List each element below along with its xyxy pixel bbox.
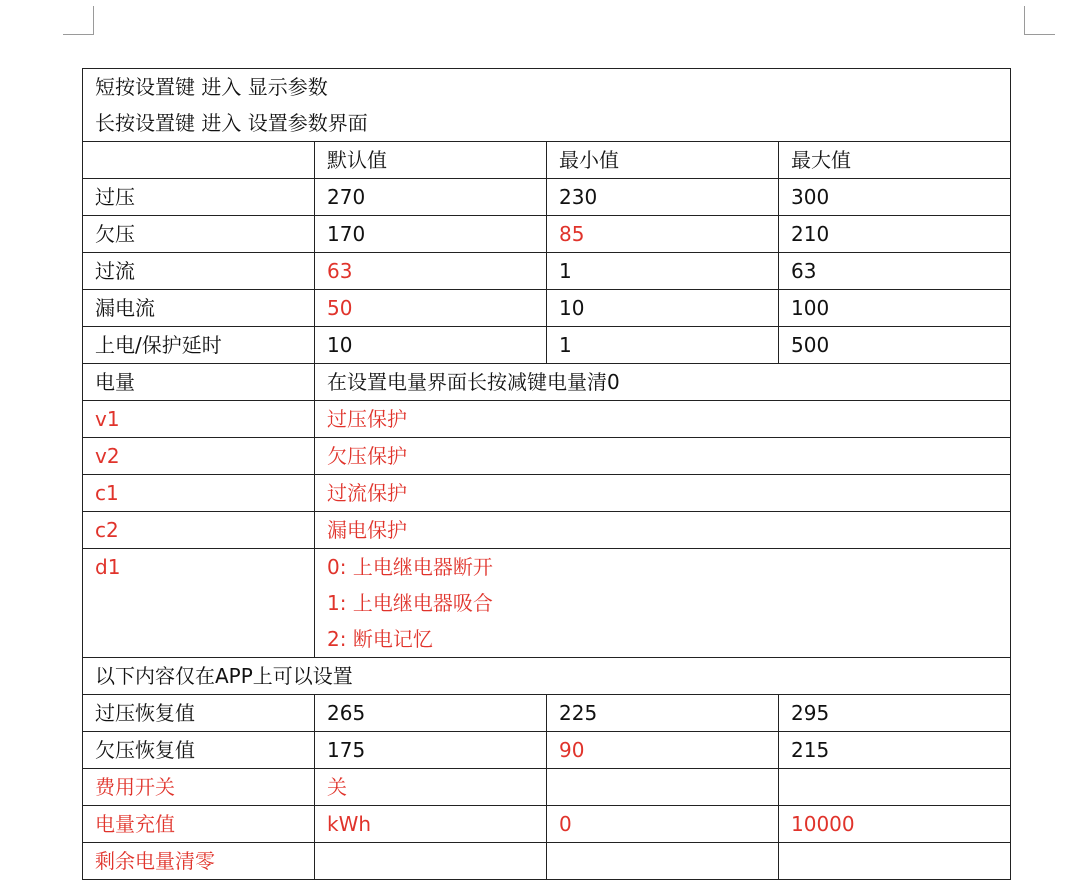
app-param-max: 10000 bbox=[779, 806, 1011, 843]
settings-table bbox=[82, 68, 1011, 880]
code-row bbox=[83, 475, 1011, 512]
intro-cell bbox=[83, 69, 1011, 142]
table-row bbox=[83, 253, 1011, 290]
code-label: c2 bbox=[83, 512, 315, 549]
param-min: 230 bbox=[547, 179, 779, 216]
page-corner-mark-right bbox=[1024, 6, 1055, 35]
code-label: c1 bbox=[83, 475, 315, 512]
app-param-max bbox=[779, 843, 1011, 880]
param-default: 270 bbox=[315, 179, 547, 216]
app-param-min bbox=[547, 769, 779, 806]
table-row bbox=[83, 290, 1011, 327]
app-param-min: 0 bbox=[547, 806, 779, 843]
energy-row bbox=[83, 364, 1011, 401]
app-param-min: 90 bbox=[547, 732, 779, 769]
param-name: 过压 bbox=[83, 179, 315, 216]
param-max: 500 bbox=[779, 327, 1011, 364]
app-param-min: 225 bbox=[547, 695, 779, 732]
energy-label: 电量 bbox=[83, 364, 315, 401]
table-row bbox=[83, 843, 1011, 880]
header-cell-default: 默认值 bbox=[315, 142, 547, 179]
header-cell-min: 最小值 bbox=[547, 142, 779, 179]
app-param-default: 265 bbox=[315, 695, 547, 732]
param-min: 1 bbox=[547, 253, 779, 290]
app-param-default: kWh bbox=[315, 806, 547, 843]
intro-row bbox=[83, 69, 1011, 142]
code-desc: 欠压保护 bbox=[315, 438, 1011, 475]
table-row bbox=[83, 179, 1011, 216]
page-corner-mark-left bbox=[63, 6, 94, 35]
param-name: 上电/保护延时 bbox=[83, 327, 315, 364]
app-param-name: 电量充值 bbox=[83, 806, 315, 843]
table-row bbox=[83, 732, 1011, 769]
param-default: 50 bbox=[315, 290, 547, 327]
code-label: v2 bbox=[83, 438, 315, 475]
table-row bbox=[83, 216, 1011, 253]
app-param-name: 费用开关 bbox=[83, 769, 315, 806]
header-cell-max: 最大值 bbox=[779, 142, 1011, 179]
header-cell-empty bbox=[83, 142, 315, 179]
app-param-default: 175 bbox=[315, 732, 547, 769]
param-name: 欠压 bbox=[83, 216, 315, 253]
d1-label: d1 bbox=[83, 549, 315, 658]
d1-options bbox=[315, 549, 1011, 658]
table-row bbox=[83, 327, 1011, 364]
d1-row bbox=[83, 549, 1011, 658]
header-row bbox=[83, 142, 1011, 179]
param-max: 100 bbox=[779, 290, 1011, 327]
code-label: v1 bbox=[83, 401, 315, 438]
param-max: 300 bbox=[779, 179, 1011, 216]
d1-option: 0: 上电继电器断开 bbox=[327, 555, 493, 579]
param-min: 10 bbox=[547, 290, 779, 327]
code-row bbox=[83, 512, 1011, 549]
table-row bbox=[83, 806, 1011, 843]
app-param-max: 295 bbox=[779, 695, 1011, 732]
intro-line-2: 长按设置键 进入 设置参数界面 bbox=[95, 111, 368, 135]
app-param-min bbox=[547, 843, 779, 880]
app-param-max bbox=[779, 769, 1011, 806]
code-row bbox=[83, 438, 1011, 475]
code-desc: 过压保护 bbox=[315, 401, 1011, 438]
param-default: 10 bbox=[315, 327, 547, 364]
d1-option: 1: 上电继电器吸合 bbox=[327, 591, 493, 615]
app-note: 以下内容仅在APP上可以设置 bbox=[83, 658, 1011, 695]
app-param-default bbox=[315, 843, 547, 880]
param-name: 过流 bbox=[83, 253, 315, 290]
app-param-name: 欠压恢复值 bbox=[83, 732, 315, 769]
code-desc: 过流保护 bbox=[315, 475, 1011, 512]
code-row bbox=[83, 401, 1011, 438]
code-desc: 漏电保护 bbox=[315, 512, 1011, 549]
app-param-default: 关 bbox=[315, 769, 547, 806]
d1-option: 2: 断电记忆 bbox=[327, 627, 433, 651]
app-param-max: 215 bbox=[779, 732, 1011, 769]
param-default: 63 bbox=[315, 253, 547, 290]
app-param-name: 过压恢复值 bbox=[83, 695, 315, 732]
table-row bbox=[83, 769, 1011, 806]
energy-desc: 在设置电量界面长按减键电量清0 bbox=[315, 364, 1011, 401]
app-param-name: 剩余电量清零 bbox=[83, 843, 315, 880]
param-max: 210 bbox=[779, 216, 1011, 253]
app-note-row bbox=[83, 658, 1011, 695]
param-max: 63 bbox=[779, 253, 1011, 290]
param-default: 170 bbox=[315, 216, 547, 253]
table-row bbox=[83, 695, 1011, 732]
param-min: 1 bbox=[547, 327, 779, 364]
param-min: 85 bbox=[547, 216, 779, 253]
intro-line-1: 短按设置键 进入 显示参数 bbox=[95, 75, 328, 99]
param-name: 漏电流 bbox=[83, 290, 315, 327]
